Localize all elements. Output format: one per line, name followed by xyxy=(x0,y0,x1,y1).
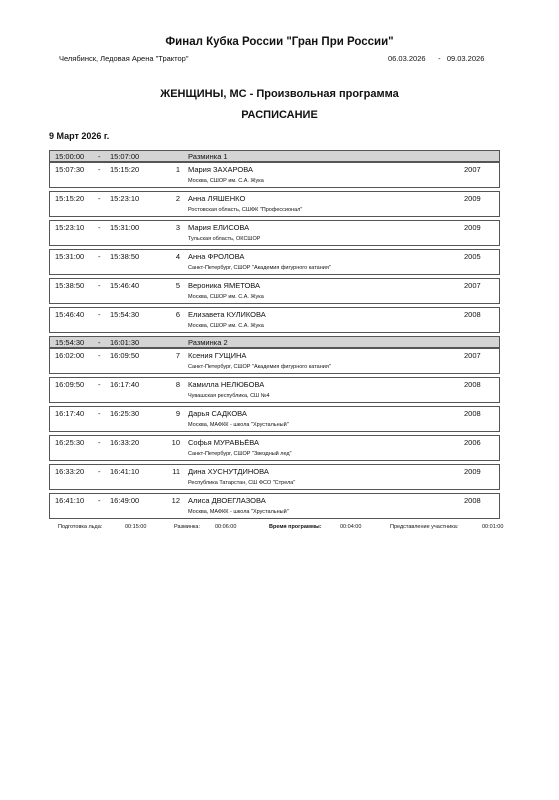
start-number: 11 xyxy=(172,467,180,476)
warmup-end: 15:07:00 xyxy=(110,152,140,161)
skate-start: 16:17:40 xyxy=(55,409,85,418)
skater-organization: Москва, МАФКК - школа "Хрустальный" xyxy=(188,509,289,515)
birth-year: 2006 xyxy=(464,438,481,447)
skate-start: 16:33:20 xyxy=(55,467,85,476)
intro-label: Представление участника: xyxy=(390,524,459,530)
warmup-dash: - xyxy=(98,338,101,347)
skater-row xyxy=(49,278,500,304)
skate-start: 15:07:30 xyxy=(55,165,85,174)
start-number: 6 xyxy=(175,310,180,319)
program-time-value: 00:04:00 xyxy=(340,524,362,530)
birth-year: 2008 xyxy=(464,380,481,389)
skate-start: 15:46:40 xyxy=(55,310,85,319)
skate-end: 15:46:40 xyxy=(110,281,140,290)
skate-start: 15:23:10 xyxy=(55,223,85,232)
skater-organization: Москва, СШОР им. С.А. Жука xyxy=(188,323,264,329)
skate-dash: - xyxy=(98,165,101,174)
warmup-row xyxy=(49,150,500,162)
schedule-table xyxy=(49,150,500,522)
skater-organization: Санкт-Петербург, СШОР "Академия фигурного катания" xyxy=(188,265,331,271)
skater-name: Мария ЗАХАРОВА xyxy=(188,165,253,174)
skate-end: 15:23:10 xyxy=(110,194,140,203)
skater-organization: Ростовская область, СШФК "Профессионал" xyxy=(188,207,303,213)
event-title: Финал Кубка России "Гран При России" xyxy=(165,36,394,48)
skate-dash: - xyxy=(98,467,101,476)
skate-end: 15:54:30 xyxy=(110,310,140,319)
skater-name: Вероника ЯМЕТОВА xyxy=(188,281,261,290)
venue: Челябинск, Ледовая Арена "Трактор" xyxy=(59,54,189,63)
event-dates xyxy=(388,54,484,63)
skate-dash: - xyxy=(98,252,101,261)
skate-start: 15:38:50 xyxy=(55,281,85,290)
skater-name: Анна ЛЯШЕНКО xyxy=(188,194,246,203)
birth-year: 2008 xyxy=(464,409,481,418)
skater-row xyxy=(49,220,500,246)
birth-year: 2007 xyxy=(464,281,481,290)
skate-end: 16:17:40 xyxy=(110,380,140,389)
start-number: 10 xyxy=(171,438,180,447)
start-number: 3 xyxy=(175,223,180,232)
skater-row xyxy=(49,493,500,519)
skate-end: 16:09:50 xyxy=(110,351,140,360)
skate-end: 15:31:00 xyxy=(110,223,140,232)
date-end: 09.03.2026 xyxy=(446,54,485,63)
skater-row xyxy=(49,249,500,275)
skate-end: 16:49:00 xyxy=(110,496,140,505)
warmup-start: 15:00:00 xyxy=(55,152,85,161)
skate-start: 16:25:30 xyxy=(55,438,85,447)
schedule-title: РАСПИСАНИЕ xyxy=(241,109,318,121)
start-number: 4 xyxy=(175,252,180,261)
day-date: 9 Март 2026 г. xyxy=(49,131,110,141)
skater-row xyxy=(49,191,500,217)
start-number: 9 xyxy=(175,409,180,418)
skater-organization: Москва, МАФКК - школа "Хрустальный" xyxy=(188,422,289,428)
date-separator: - xyxy=(438,54,441,63)
intro-value: 00:01:00 xyxy=(482,524,504,530)
skater-name: Алиса ДВОЕГЛАЗОВА xyxy=(188,496,266,505)
start-number: 8 xyxy=(175,380,180,389)
skater-name: Елизавета КУЛИКОВА xyxy=(188,310,266,319)
skater-name: Дина ХУСНУТДИНОВА xyxy=(188,467,269,476)
skate-dash: - xyxy=(98,194,101,203)
skate-dash: - xyxy=(98,351,101,360)
skater-row xyxy=(49,435,500,461)
warmup-end: 16:01:30 xyxy=(110,338,140,347)
skate-start: 15:15:20 xyxy=(55,194,85,203)
skater-organization: Тульская область, ОКСШОР xyxy=(188,236,261,242)
warmup-start: 15:54:30 xyxy=(55,338,85,347)
ice-prep-label: Подготовка льда: xyxy=(58,524,103,530)
birth-year: 2009 xyxy=(464,194,481,203)
birth-year: 2009 xyxy=(464,467,481,476)
birth-year: 2005 xyxy=(464,252,481,261)
skater-name: Ксения ГУЩИНА xyxy=(188,351,247,360)
skate-dash: - xyxy=(98,438,101,447)
program-time-label: Время программы: xyxy=(269,524,322,530)
skater-row xyxy=(49,307,500,333)
skate-dash: - xyxy=(98,496,101,505)
warmup-row xyxy=(49,336,500,348)
birth-year: 2009 xyxy=(464,223,481,232)
warmup-label: Разминка 2 xyxy=(188,338,228,347)
skate-start: 15:31:00 xyxy=(55,252,85,261)
skater-name: Дарья САДКОВА xyxy=(188,409,247,418)
date-start: 06.03.2026 xyxy=(388,54,426,63)
start-number: 5 xyxy=(175,281,180,290)
skate-dash: - xyxy=(98,223,101,232)
skater-organization: Санкт-Петербург, СШОР "Звездный лед" xyxy=(188,451,292,457)
skate-start: 16:02:00 xyxy=(55,351,85,360)
skater-row xyxy=(49,464,500,490)
skater-row xyxy=(49,162,500,188)
start-number: 1 xyxy=(175,165,180,174)
skate-start: 16:09:50 xyxy=(55,380,85,389)
skater-organization: Санкт-Петербург, СШОР "Академия фигурного катания" xyxy=(188,364,331,370)
start-number: 7 xyxy=(175,351,180,360)
skater-name: Камилла НЕЛЮБОВА xyxy=(188,380,265,389)
skate-end: 15:38:50 xyxy=(110,252,140,261)
skate-dash: - xyxy=(98,310,101,319)
skate-dash: - xyxy=(98,409,101,418)
skater-organization: Республика Татарстан, СШ ФСО "Стрела" xyxy=(188,480,296,486)
ice-prep-value: 00:15:00 xyxy=(125,524,147,530)
skater-row xyxy=(49,377,500,403)
warmup-duration-label: Разминка: xyxy=(174,524,201,530)
skate-dash: - xyxy=(98,380,101,389)
skater-name: Анна ФРОЛОВА xyxy=(188,252,245,261)
skate-end: 16:33:20 xyxy=(110,438,140,447)
footer xyxy=(0,524,559,534)
skater-name: Софья МУРАВЬЁВА xyxy=(188,438,260,447)
birth-year: 2007 xyxy=(464,351,481,360)
skater-row xyxy=(49,348,500,374)
skater-name: Мария ЕЛИСОВА xyxy=(188,223,250,232)
skater-organization: Чувашская республика, СШ №4 xyxy=(188,393,270,399)
birth-year: 2007 xyxy=(464,165,481,174)
skate-start: 16:41:10 xyxy=(55,496,85,505)
skate-end: 16:25:30 xyxy=(110,409,140,418)
skate-end: 15:15:20 xyxy=(110,165,140,174)
start-number: 12 xyxy=(171,496,180,505)
warmup-label: Разминка 1 xyxy=(188,152,228,161)
birth-year: 2008 xyxy=(464,496,481,505)
skate-end: 16:41:10 xyxy=(110,467,140,476)
skater-organization: Москва, СШОР им. С.А. Жука xyxy=(188,178,264,184)
category-title: ЖЕНЩИНЫ, МС - Произвольная программа xyxy=(160,88,399,100)
start-number: 2 xyxy=(175,194,180,203)
skate-dash: - xyxy=(98,281,101,290)
skater-row xyxy=(49,406,500,432)
birth-year: 2008 xyxy=(464,310,481,319)
warmup-duration-value: 00:06:00 xyxy=(215,524,237,530)
skater-organization: Москва, СШОР им. С.А. Жука xyxy=(188,294,264,300)
warmup-dash: - xyxy=(98,152,101,161)
